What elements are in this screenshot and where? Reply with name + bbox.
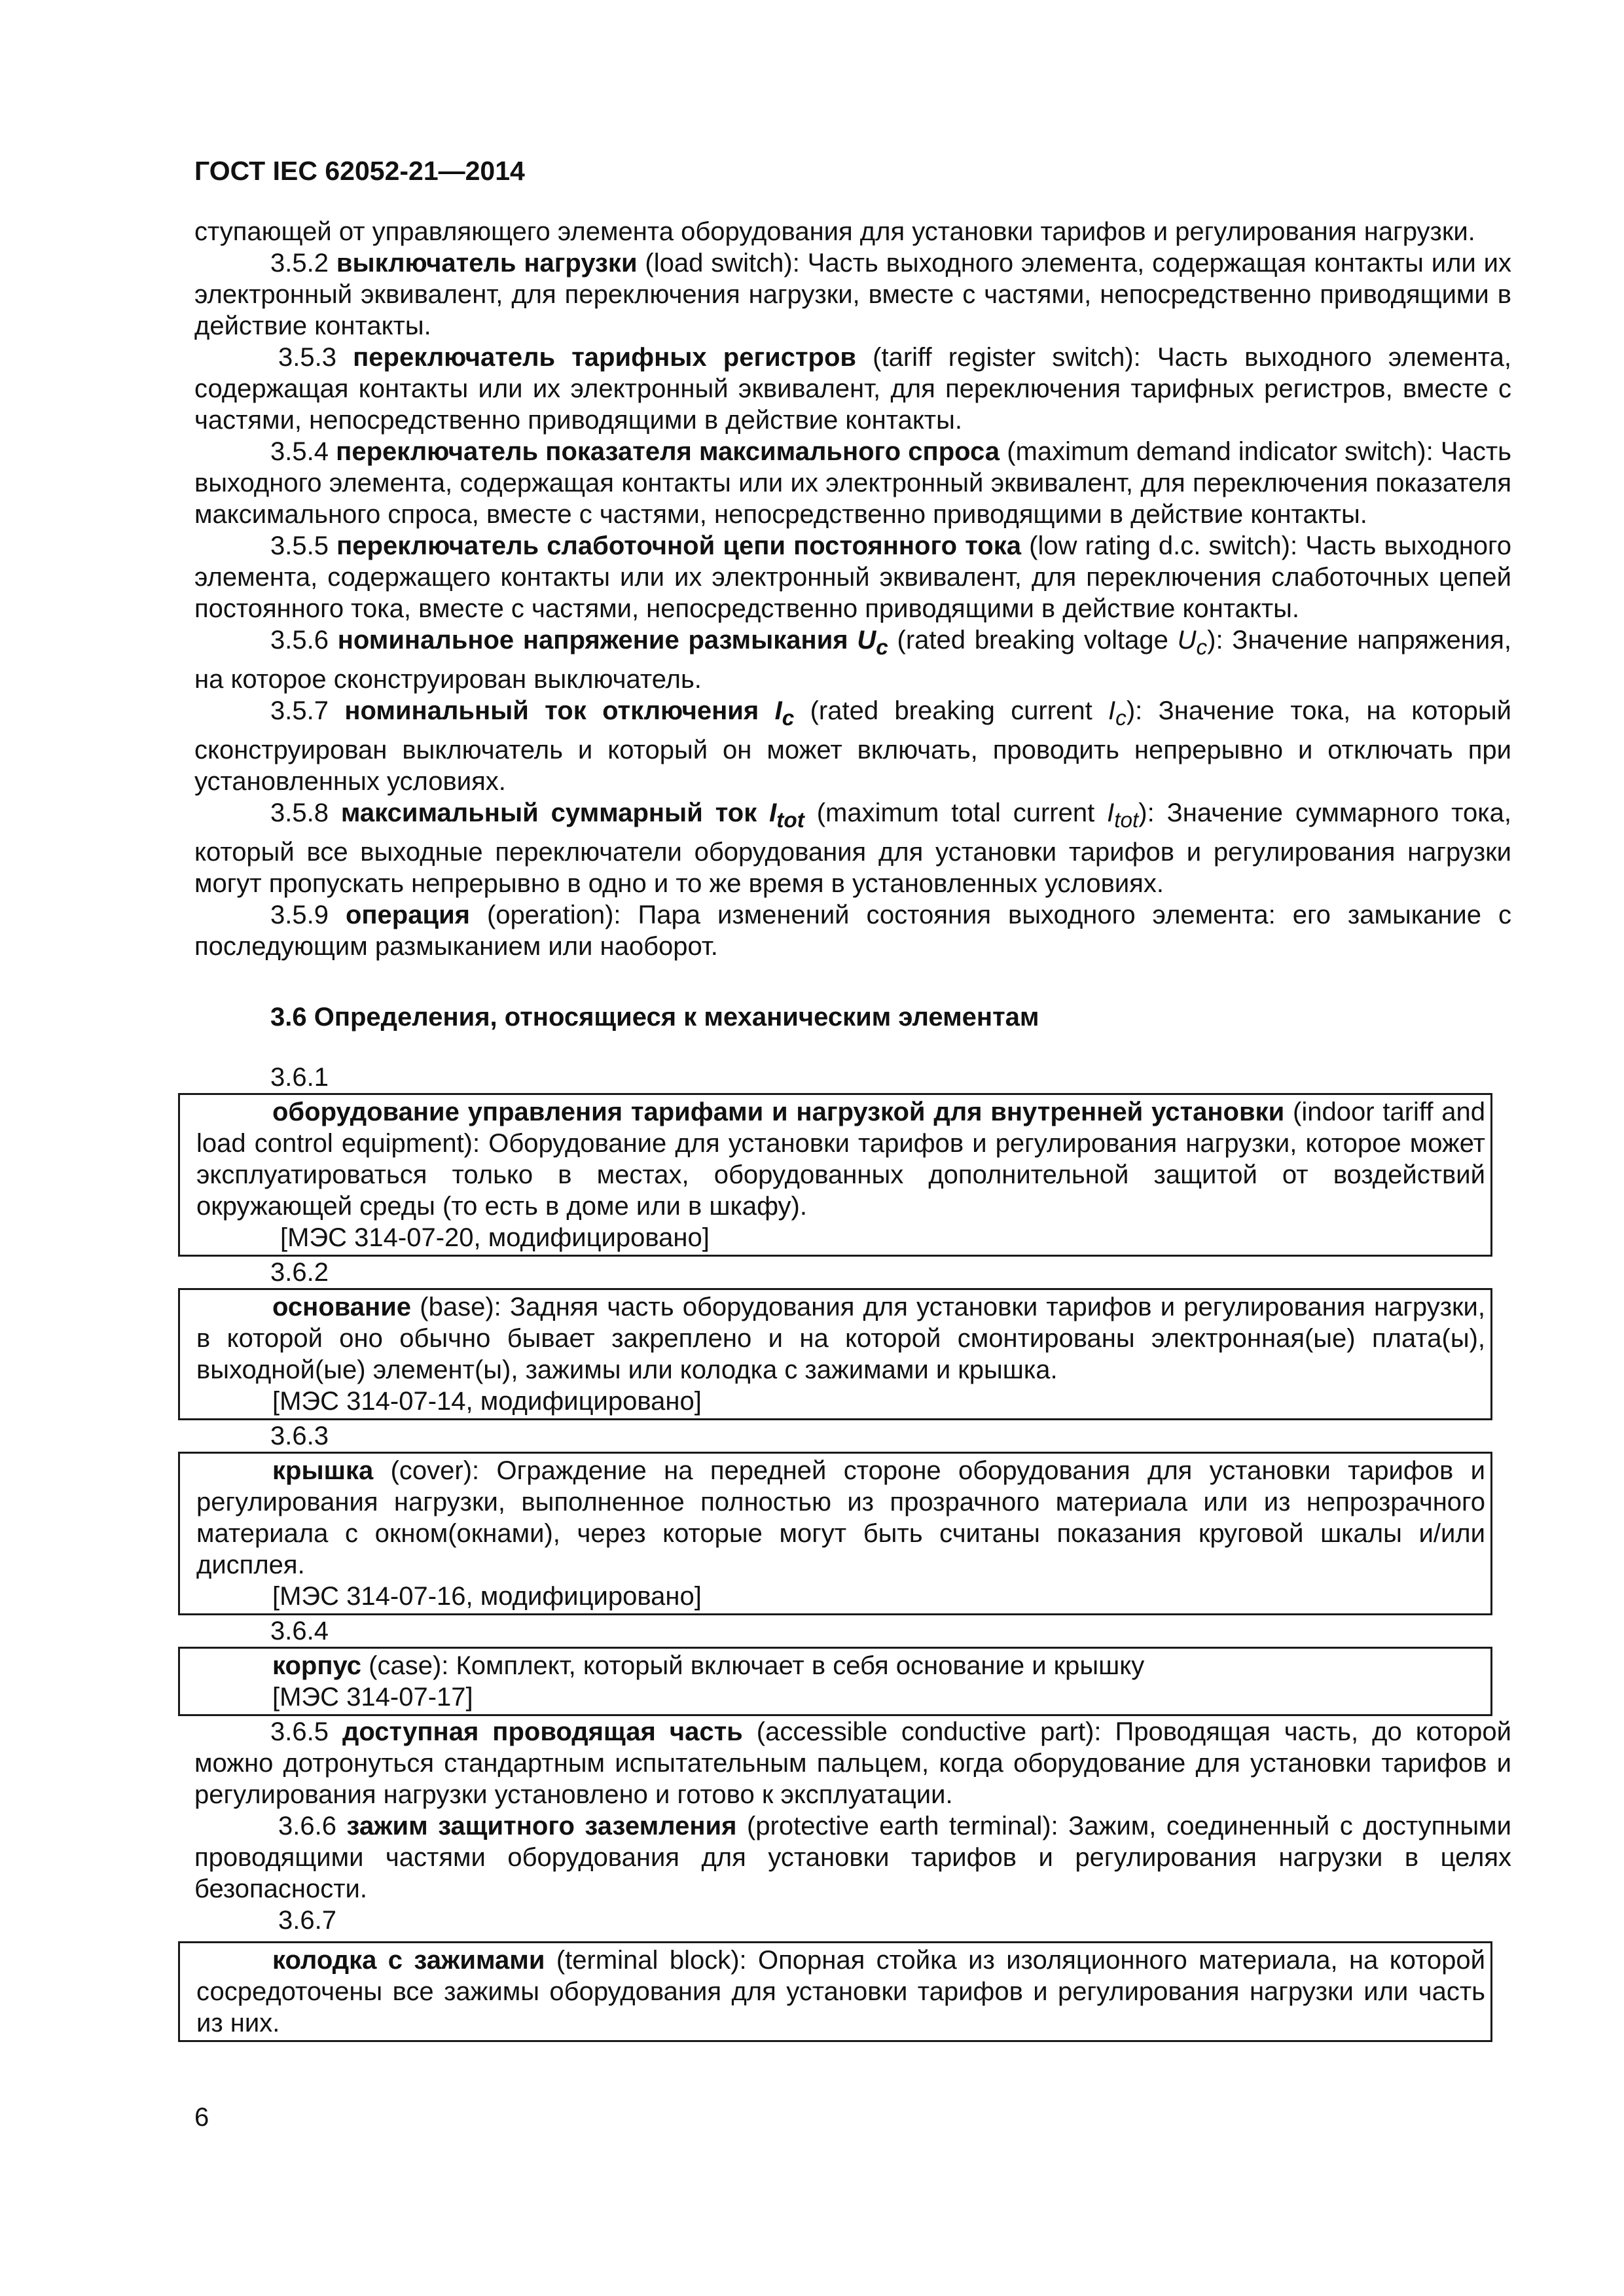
clause-number: 3.5.4 [270, 437, 329, 466]
term: номинальный ток отключения [344, 696, 759, 725]
definition-text: ): Значение суммарного тока, который все выходные переключатели оборудования для установки тарифов и регулирования нагрузки могут пропускать непрерывно в одно и то же время в установленных условиях. [194, 798, 1511, 898]
source-reference: [МЭС 314-07-16, модифицировано] [272, 1582, 702, 1611]
definition-3-5-8 [194, 797, 1511, 899]
clause-number: 3.5.3 [278, 343, 336, 372]
term: основание [272, 1293, 412, 1321]
definition-text: (low rating d.c. switch): Часть выходного элемента, содержащего контакты или их электронный эквивалент, для переключения слаботочных цепей постоянного тока, вместе с частями, непосредственно приводящими в действие контакты. [194, 531, 1511, 623]
clause-number-3-6-1: 3.6.1 [270, 1063, 329, 1092]
paragraph-continuation: ступающей от управляющего элемента оборудования для установки тарифов и регулирования нагрузки. [194, 217, 1475, 246]
term: переключатель слаботочной цепи постоянного тока [336, 531, 1021, 560]
clause-number-3-6-2: 3.6.2 [270, 1258, 329, 1287]
clause-number: 3.5.7 [270, 696, 329, 725]
symbol-subscript: c [782, 706, 795, 730]
boxed-definition-3-6-2 [178, 1288, 1492, 1420]
english-term: (maximum total current [816, 798, 1095, 827]
clause-number: 3.6.6 [278, 1812, 336, 1840]
term: номинальное напряжение размыкания [337, 626, 848, 655]
definition-3-6-5 [194, 1716, 1511, 1810]
definition-3-5-7 [194, 695, 1511, 797]
section-heading: 3.6 Определения, относящиеся к механическим элементам [270, 1003, 1039, 1031]
clause-number: 3.5.8 [270, 798, 329, 827]
page-number: 6 [194, 2103, 209, 2132]
definition-text: (operation): Пара изменений состояния выходного элемента: его замыкание с последующим размыканием или наоборот. [194, 901, 1511, 961]
definition-text: (case): Комплект, который включает в себя основание и крышку [369, 1651, 1145, 1680]
boxed-definition-3-6-7 [178, 1941, 1492, 2042]
clause-number-3-6-4: 3.6.4 [270, 1617, 329, 1645]
symbol-subscript: tot [776, 808, 804, 833]
english-term: (rated breaking voltage [897, 626, 1168, 655]
symbol: I [774, 696, 782, 725]
definition-3-5-9 [194, 899, 1511, 962]
term: крышка [272, 1456, 374, 1485]
term: зажим защитного заземления [346, 1812, 737, 1840]
term: оборудование управления тарифами и нагрузкой для внутренней установки [272, 1098, 1285, 1126]
definition-text: ): Значение напряжения, на которое сконструирован выключатель. [194, 626, 1512, 694]
definition-text-block [196, 1945, 1490, 2039]
english-term: (rated breaking current [810, 696, 1092, 725]
definition-text-block [196, 1455, 1490, 1581]
term: доступная проводящая часть [342, 1717, 743, 1746]
source-reference: [МЭС 314-07-17] [272, 1683, 473, 1712]
term: максимальный суммарный ток [340, 798, 757, 827]
definition-text: (terminal block): Опорная стойка из изоляционного материала, на которой сосредоточены все зажимы оборудования для установки тарифов и регулирования нагрузки или часть из них. [196, 1946, 1485, 2037]
definition-3-6-6 [194, 1810, 1511, 1905]
definition-text: (cover): Ограждение на передней стороне оборудования для установки тарифов и регулирования нагрузки, выполненное полностью из прозрачного материала или из непрозрачного материала с окном(окнами), через которые могут быть считаны показания круговой шкалы и/или дисплея. [196, 1456, 1485, 1579]
symbol: U [1177, 626, 1197, 655]
definition-3-5-2 [194, 247, 1511, 342]
clause-number: 3.5.5 [270, 531, 329, 560]
clause-number: 3.5.2 [270, 249, 329, 278]
definition-3-5-6 [194, 624, 1511, 695]
symbol-subscript: c [876, 636, 888, 660]
definition-text: (tariff register switch): Часть выходного элемента, содержащая контакты или их электронный эквивалент, для переключения тарифных регистров, вместе с частями, непосредственно приводящими в действие контакты. [194, 343, 1512, 435]
symbol: I [769, 798, 777, 827]
term: операция [345, 901, 470, 929]
clause-number-3-6-3: 3.6.3 [270, 1422, 329, 1450]
document-body [194, 216, 1511, 2042]
term: переключатель показателя максимального спроса [336, 437, 1000, 466]
definition-text: (maximum demand indicator switch): Часть выходного элемента, содержащая контакты или их электронный эквивалент, для переключения показателя максимального спроса, вместе с частями, непосредственно приводящими в действие контакты. [194, 437, 1511, 529]
clause-number: 3.5.6 [270, 626, 329, 655]
symbol: I [1107, 798, 1115, 827]
term: корпус [272, 1651, 362, 1680]
source-reference: [МЭС 314-07-20, модифицировано] [280, 1223, 710, 1252]
symbol: I [1108, 696, 1116, 725]
boxed-definition-3-6-4 [178, 1647, 1492, 1716]
definition-text-block [196, 1291, 1490, 1386]
definition-text: ): Значение тока, на который сконструирован выключатель и который он может включать, проводить непрерывно и отключать при установленных условиях. [194, 696, 1511, 796]
clause-number: 3.6.5 [270, 1717, 329, 1746]
symbol-subscript: c [1196, 636, 1208, 660]
document-header: ГОСТ IEC 62052-21—2014 [194, 156, 525, 186]
definition-text: (load switch): Часть выходного элемента, содержащая контакты или их электронный эквивалент, для переключения нагрузки, вместе с частями, непосредственно приводящими в действие контакты. [194, 249, 1512, 340]
definition-3-5-3 [194, 342, 1511, 436]
term: переключатель тарифных регистров [353, 343, 857, 372]
clause-number-3-6-7: 3.6.7 [278, 1906, 336, 1935]
definition-text: (base): Задняя часть оборудования для установки тарифов и регулирования нагрузки, в которой оно обычно бывает закреплено и на которой смонтированы электронная(ые) плата(ы), выходной(ые) элемент(ы), зажимы или колодка с зажимами и крышка. [196, 1293, 1485, 1384]
definition-3-5-4 [194, 436, 1511, 530]
definition-3-5-5 [194, 530, 1511, 624]
definition-text: (accessible conductive part): Проводящая часть, до которой можно дотронуться стандартным испытательным пальцем, когда оборудование для установки тарифов и регулирования нагрузки установлено и готово к эксплуатации. [194, 1717, 1512, 1809]
boxed-definition-3-6-1 [178, 1093, 1492, 1257]
definition-text: (protective earth terminal): Зажим, соединенный с доступными проводящими частями оборудования для установки тарифов и регулирования нагрузки в целях безопасности. [194, 1812, 1511, 1903]
source-reference: [МЭС 314-07-14, модифицировано] [272, 1387, 702, 1416]
definition-text-block [196, 1650, 1490, 1681]
symbol-subscript: tot [1114, 808, 1139, 833]
term: выключатель нагрузки [336, 249, 638, 278]
term: колодка с зажимами [272, 1946, 545, 1975]
boxed-definition-3-6-3 [178, 1452, 1492, 1615]
definition-text: (indoor tariff and load control equipment): Оборудование для установки тарифов и регулирования нагрузки, которое может эксплуатироваться только в местах, оборудованных дополнительной защитой от воздействий окружающей среды (то есть в доме или в шкафу). [196, 1098, 1485, 1221]
symbol: U [857, 626, 876, 655]
clause-number: 3.5.9 [270, 901, 329, 929]
symbol-subscript: c [1115, 706, 1127, 730]
definition-text-block [196, 1096, 1490, 1222]
